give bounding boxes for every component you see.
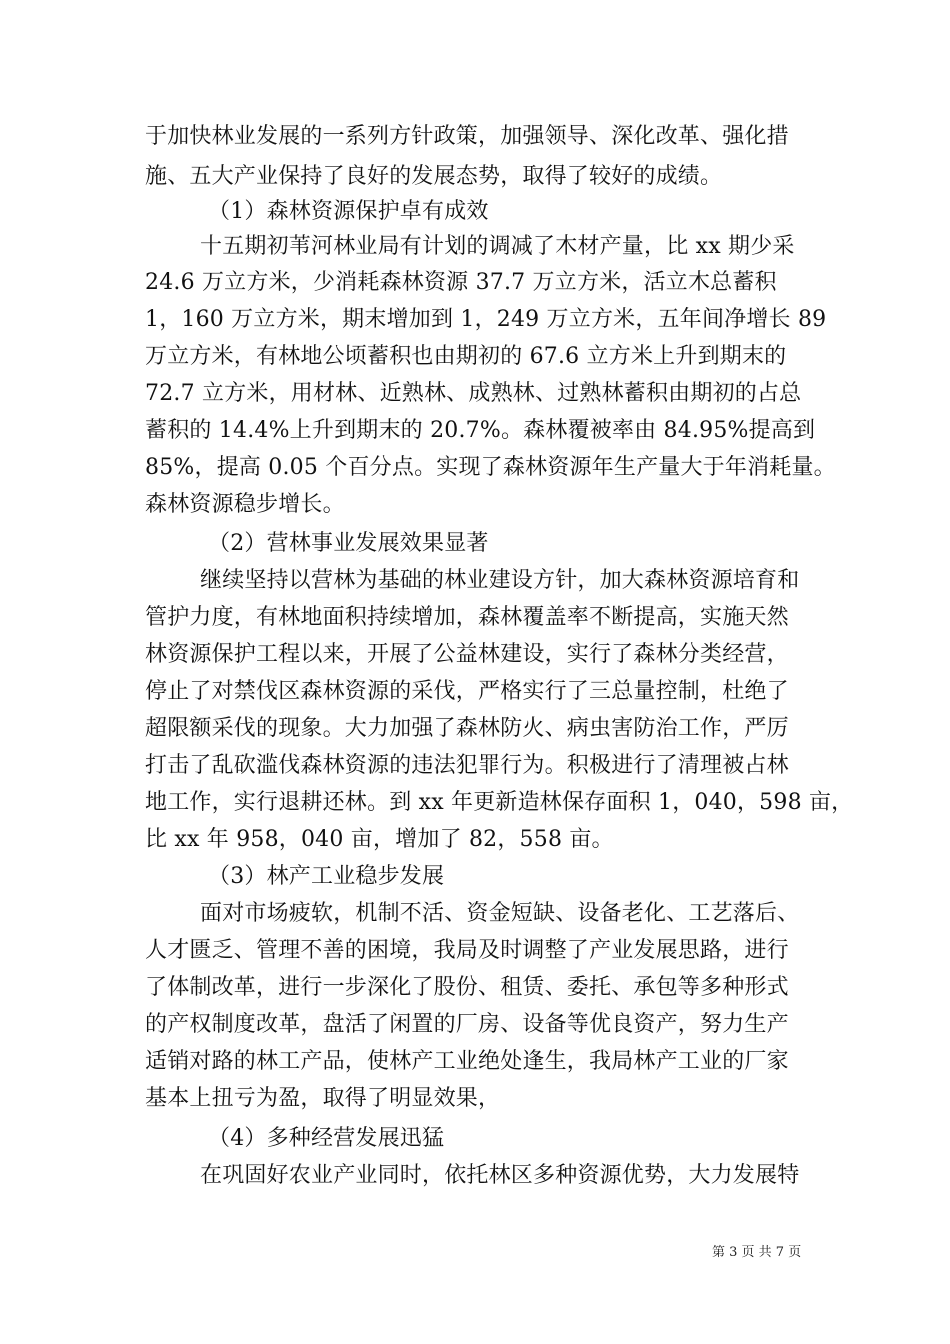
body-line: 打击了乱砍滥伐森林资源的违法犯罪行为。积极进行了清理被占林 (145, 753, 789, 778)
body-line: 超限额采伐的现象。大力加强了森林防火、病虫害防治工作，严厉 (145, 716, 789, 741)
body-line: 1，160 万立方米，期末增加到 1，249 万立方米，五年间净增长 89 (145, 307, 827, 332)
body-line: 面对市场疲软，机制不活、资金短缺、设备老化、工艺落后、 (200, 901, 800, 926)
body-line: 在巩固好农业产业同时，依托林区多种资源优势，大力发展特 (200, 1163, 800, 1188)
body-line: 适销对路的林工产品，使林产工业绝处逢生，我局林产工业的厂家 (145, 1049, 789, 1074)
body-line: 了体制改革，进行一步深化了股份、租赁、委托、承包等多种形式 (145, 975, 789, 1000)
body-line: 的产权制度改革，盘活了闲置的厂房、设备等优良资产，努力生产 (145, 1012, 789, 1037)
body-line: 比 xx 年 958，040 亩，增加了 82，558 亩。 (145, 827, 614, 852)
body-line: 森林资源稳步增长。 (145, 492, 345, 517)
body-line: 人才匮乏、管理不善的困境，我局及时调整了产业发展思路，进行 (145, 938, 789, 963)
body-line: 蓄积的 14.4%上升到期末的 20.7%。森林覆被率由 84.95%提高到 (145, 418, 816, 443)
body-line: 72.7 立方米，用材林、近熟林、成熟林、过熟林蓄积由期初的占总 (145, 381, 802, 406)
body-line: 地工作，实行退耕还林。到 xx 年更新造林保存面积 1，040，598 亩， (145, 790, 854, 815)
body-line: 万立方米，有林地公顷蓄积也由期初的 67.6 立方米上升到期末的 (145, 344, 787, 369)
body-line: 管护力度，有林地面积持续增加，森林覆盖率不断提高，实施天然 (145, 605, 789, 630)
section-heading: （1）森林资源保护卓有成效 (208, 199, 489, 224)
section-heading: （3）林产工业稳步发展 (208, 864, 445, 889)
body-line: 基本上扭亏为盈，取得了明显效果， (145, 1086, 501, 1111)
body-line: 于加快林业发展的一系列方针政策，加强领导、深化改革、强化措 (145, 124, 789, 149)
body-line: 继续坚持以营林为基础的林业建设方针，加大森林资源培育和 (200, 568, 800, 593)
body-line: 林资源保护工程以来，开展了公益林建设，实行了森林分类经营， (145, 642, 789, 667)
body-line: 十五期初苇河林业局有计划的调减了木材产量，比 xx 期少采 (200, 234, 795, 259)
section-heading: （4）多种经营发展迅猛 (208, 1126, 445, 1151)
page-number: 第 3 页 共 7 页 (712, 1245, 802, 1260)
body-line: 85%，提高 0.05 个百分点。实现了森林资源年生产量大于年消耗量。 (145, 455, 836, 480)
body-line: 施、五大产业保持了良好的发展态势，取得了较好的成绩。 (145, 164, 723, 189)
section-heading: （2）营林事业发展效果显著 (208, 531, 489, 556)
body-line: 停止了对禁伐区森林资源的采伐，严格实行了三总量控制，杜绝了 (145, 679, 789, 704)
body-line: 24.6 万立方米，少消耗森林资源 37.7 万立方米，活立木总蓄积 (145, 270, 777, 295)
